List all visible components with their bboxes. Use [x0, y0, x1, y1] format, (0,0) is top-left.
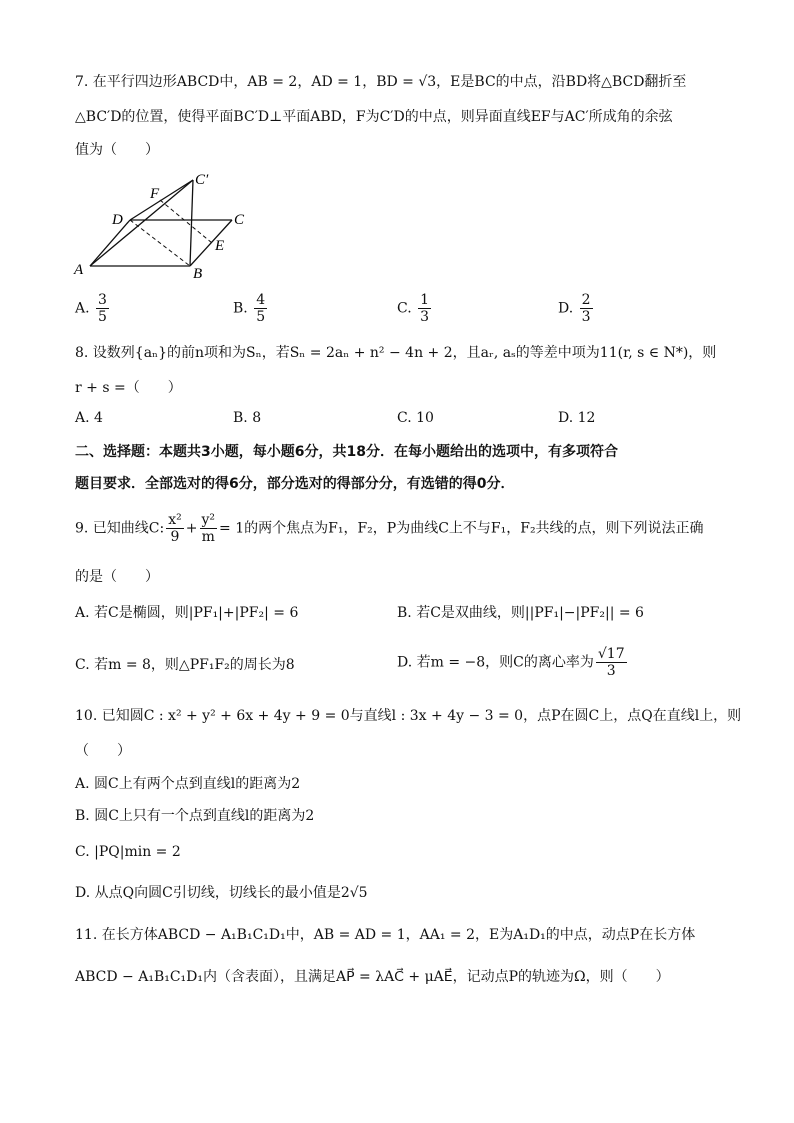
q8-option-c: C. 10: [397, 410, 434, 426]
q8-option-a: A. 4: [75, 410, 103, 426]
q8-option-d: D. 12: [558, 410, 596, 426]
q7-line3: 值为（ ）: [75, 142, 159, 158]
section2-heading-line1: 二、选择题：本题共3小题，每小题6分，共18分．在每小题给出的选项中，有多项符合: [75, 444, 618, 460]
label-a: A: [74, 262, 84, 278]
label-f: F: [150, 186, 160, 202]
section2-heading-line2: 题目要求．全部选对的得6分，部分选对的得部分分，有选错的得0分．: [75, 476, 515, 492]
edge-ef-dashed: [160, 200, 212, 243]
edge-acprime: [90, 180, 193, 266]
q10-option-a: A. 圆C上有两个点到直线l的距离为2: [75, 776, 301, 792]
q10-option-c: C. |PQ|min = 2: [75, 844, 181, 860]
q7-option-b: B. $\frac{4}{5}$: [233, 292, 266, 325]
q7-line2: △BC′D的位置，使得平面BC′D⊥平面ABD，F为C′D的中点，则异面直线EF与AC′所成角的余弦: [75, 109, 673, 125]
q10-option-b: B. 圆C上只有一个点到直线l的距离为2: [75, 808, 315, 824]
q11-line1: 11. 在长方体ABCD − A₁B₁C₁D₁中，AB = AD = 1，AA₁ = 2，E为A₁D₁的中点，动点P在长方体: [75, 927, 696, 943]
q7-option-a: A. $\frac{3}{5}$: [75, 292, 107, 325]
q10-option-d: D. 从点Q向圆C引切线，切线长的最小值是2√5: [75, 885, 368, 901]
label-e: E: [215, 238, 225, 254]
edge-cb: [190, 220, 232, 266]
q9-line2: 的是（ ）: [75, 569, 159, 585]
q9-option-b: B. 若C是双曲线，则||PF₁|−|PF₂|| = 6: [397, 605, 644, 621]
q7-geometry-figure: [70, 168, 260, 280]
q8-line1: 8. 设数列{aₙ}的前n项和为Sₙ，若Sₙ = 2aₙ + n² − 4n + 2，且aᵣ, aₛ的等差中项为11(r, s ∈ N*)，则: [75, 345, 717, 361]
q9-option-d: D. 若m = −8，则C的离心率为 $\frac{√17}{3}$: [397, 646, 625, 679]
label-c: C: [234, 212, 245, 228]
q9-option-c: C. 若m = 8，则△PF₁F₂的周长为8: [75, 657, 295, 673]
q8-line2: r + s =（ ）: [75, 380, 182, 396]
edge-ad: [90, 220, 130, 266]
q11-line2: ABCD − A₁B₁C₁D₁内（含表面），且满足AP⃗ = λAC⃗ + μAE⃗，记动点P的轨迹为Ω，则（ ）: [75, 969, 670, 985]
label-b: B: [193, 266, 203, 280]
q7-option-d: D. $\frac{2}{3}$: [558, 292, 591, 325]
label-d: D: [112, 212, 123, 228]
q10-line2: （ ）: [75, 743, 131, 759]
edge-bd-dashed: [130, 220, 190, 266]
q8-option-b: B. 8: [233, 410, 262, 426]
q7-option-c: C. $\frac{1}{3}$: [397, 292, 430, 325]
q9-option-a: A. 若C是椭圆，则|PF₁|+|PF₂| = 6: [75, 605, 299, 621]
q9-line1: 9. 已知曲线C: $\frac{\text{x²}}{9}$ + $\frac{\text{y²}}{m}$ = 1的两个焦点为F₁，F₂，P为曲线C上不与F₁，F₂共线的点，则下列说法正确: [75, 512, 704, 545]
q10-line1: 10. 已知圆C : x² + y² + 6x + 4y + 9 = 0与直线l : 3x + 4y − 3 = 0，点P在圆C上，点Q在直线l上，则: [75, 708, 742, 724]
edge-bcprime: [190, 180, 193, 266]
q7-line1: 7. 在平行四边形ABCD中，AB = 2，AD = 1，BD = √3，E是BC的中点，沿BD将△BCD翻折至: [75, 74, 687, 90]
label-cprime: C′: [195, 172, 209, 188]
edge-dcprime: [130, 180, 193, 220]
